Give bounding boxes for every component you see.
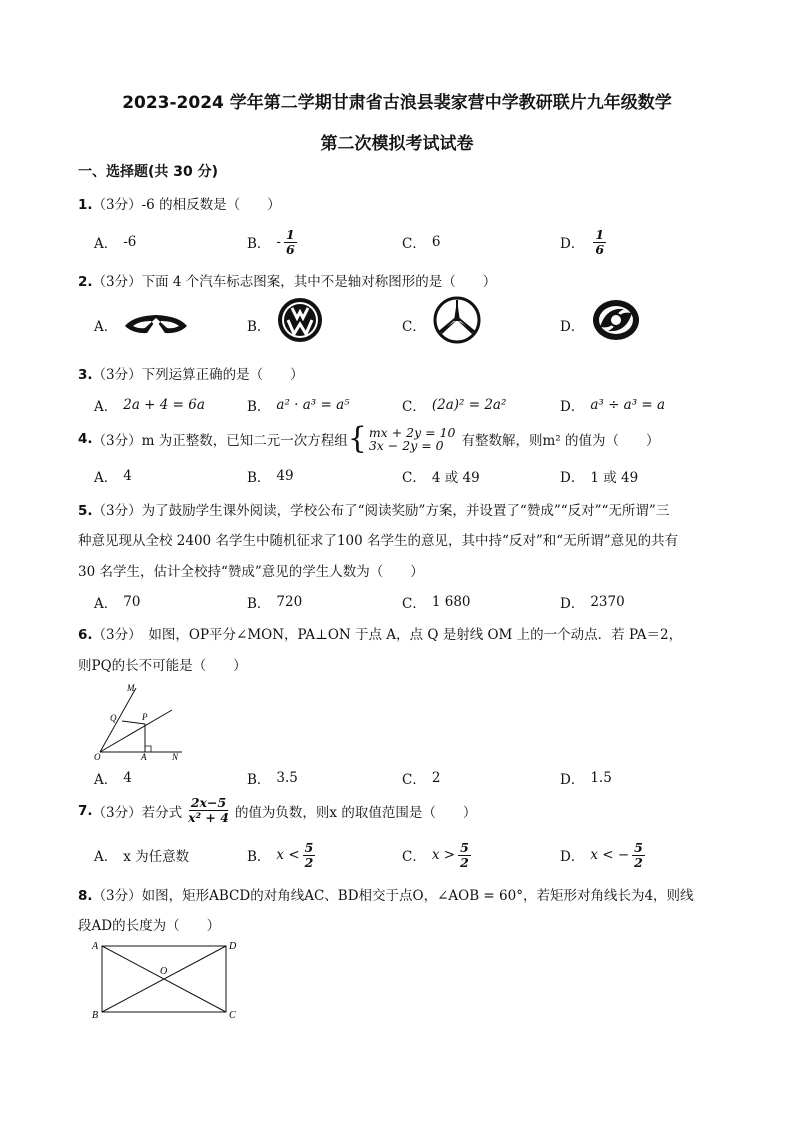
option-b[interactable]: B． a² · a³ = a⁵ — [247, 397, 350, 415]
option-a[interactable]: A． 4 — [94, 468, 132, 486]
question-5-line3: 30 名学生，估计全校持“赞成”意见的学生人数为（ ） — [78, 564, 424, 580]
option-c[interactable]: C． (2a)² = 2a² — [402, 397, 507, 415]
label-n: N — [172, 752, 179, 762]
exam-title-line1: 2023-2024 学年第二学期甘肃省古浪县裴家营中学教研联片九年级数学 — [122, 93, 672, 113]
label-b: B — [92, 1010, 99, 1021]
option-d[interactable]: D． x < − $\frac{5}{2}$ — [560, 839, 643, 870]
label-m: M — [127, 683, 135, 693]
exam-title-line2: 第二次模拟考试试卷 — [320, 134, 474, 154]
option-b[interactable]: B． — [247, 312, 324, 338]
option-b[interactable]: B． - $\frac{1}{6}$ — [247, 226, 295, 257]
question-6: 6.（3分） 如图，OP平分∠MON，PA⊥ON 于点 A，点 Q 是射线 OM 上的一个动点．若 PA＝2， — [78, 627, 683, 643]
label-a: A — [141, 752, 147, 762]
mercedes-logo-icon — [432, 295, 482, 345]
option-c[interactable]: C． 1 680 — [402, 594, 471, 612]
fraction: $\frac{5}{2}$ — [634, 839, 643, 870]
option-b[interactable]: B． x < $\frac{5}{2}$ — [247, 839, 314, 870]
label-q: Q — [110, 713, 117, 723]
option-c[interactable]: C． 6 — [402, 234, 441, 252]
option-a[interactable]: A． 4 — [94, 770, 132, 788]
section-heading: 一、选择题(共 30 分) — [78, 164, 219, 180]
option-a[interactable]: A． — [94, 312, 189, 338]
question-text: -6 的相反数是（ ） — [141, 197, 281, 213]
question-4: 4. （3分） m 为正整数，已知二元一次方程组 { mx + 2y = 10 3x − 2y = 0 有整数解，则m² 的值为（ ） — [78, 421, 660, 456]
option-d[interactable]: D． a³ ÷ a³ = a — [560, 397, 666, 415]
label-o: O — [160, 966, 168, 977]
question-2: 2.（3分）下面 4 个汽车标志图案，其中不是轴对称图形的是（ ） — [78, 274, 497, 290]
option-d[interactable]: D． $\frac{1}{6}$ — [560, 226, 605, 257]
question-3-options — [94, 392, 734, 418]
question-8: 8.（3分）如图，矩形ABCD的对角线AC、BD相交于点O，∠AOB = 60°，若矩形对角线长为4，则线 — [78, 888, 694, 904]
question-7-options — [94, 839, 734, 870]
option-a[interactable]: A． x 为任意数 — [94, 849, 190, 865]
question-1 — [78, 193, 281, 213]
question-5-options — [94, 589, 734, 615]
option-b[interactable]: B． 720 — [247, 594, 303, 612]
fraction: $\frac{2x-5}{\text{x² + 4}}$ — [188, 795, 229, 825]
label-d: D — [229, 941, 237, 952]
question-score: （3分） — [92, 197, 142, 213]
fraction: $\frac{1}{6}$ — [595, 226, 605, 257]
fraction: $\frac{1}{6}$ — [285, 226, 295, 257]
question-number: 1. — [78, 197, 93, 213]
infiniti-logo-icon — [123, 312, 189, 338]
question-8-line2: 段AD的长度为（ ） — [78, 918, 221, 934]
option-a[interactable]: A． -6 — [94, 234, 137, 252]
question-4-options — [94, 463, 734, 489]
equation-system: { mx + 2y = 10 3x − 2y = 0 — [347, 421, 456, 456]
swirl-logo-icon — [590, 297, 642, 343]
question-5: 5.（3分）为了鼓励学生课外阅读，学校公布了“阅读奖励”方案，并设置了“赞成”“反对”“无所谓”三 — [78, 503, 670, 519]
option-d[interactable]: D． 2370 — [560, 594, 625, 612]
label-o: O — [94, 752, 101, 762]
question-7: 7. （3分） 若分式 $\frac{2x-5}{\text{x² + 4}}$ 的值为负数，则x 的取值范围是（ ） — [78, 795, 477, 825]
option-d[interactable]: D． 1.5 — [560, 770, 612, 788]
option-b[interactable]: B． 3.5 — [247, 770, 298, 788]
option-a[interactable]: A． 2a + 4 = 6a — [94, 397, 205, 415]
option-d[interactable]: D． — [560, 312, 642, 338]
angle-bisector-figure — [90, 680, 190, 762]
label-p: P — [142, 712, 148, 722]
fraction: $\frac{5}{2}$ — [304, 839, 314, 870]
volkswagen-logo-icon — [276, 296, 324, 344]
question-2-options — [94, 312, 734, 338]
question-1-options — [94, 226, 734, 257]
question-6-options — [94, 765, 734, 791]
option-c[interactable]: C． 4 或 49 — [402, 470, 480, 486]
question-3: 3.（3分）下列运算正确的是（ ） — [78, 367, 304, 383]
option-c[interactable]: C． 2 — [402, 770, 441, 788]
label-c: C — [229, 1010, 236, 1021]
rectangle-figure — [90, 938, 240, 1022]
option-c[interactable]: C． x > $\frac{5}{2}$ — [402, 839, 469, 870]
question-5-line2: 种意见现从全校 2400 名学生中随机征求了100 名学生的意见，其中持“反对”和“无所谓”意见的共有 — [78, 533, 679, 549]
option-b[interactable]: B． 49 — [247, 468, 294, 486]
option-c[interactable]: C． — [402, 312, 482, 338]
option-d[interactable]: D． 1 或 49 — [560, 470, 639, 486]
question-6-line2: 则PQ的长不可能是（ ） — [78, 658, 247, 674]
option-a[interactable]: A． 70 — [94, 594, 141, 612]
label-a: A — [92, 941, 99, 952]
fraction: $\frac{5}{2}$ — [460, 839, 469, 870]
